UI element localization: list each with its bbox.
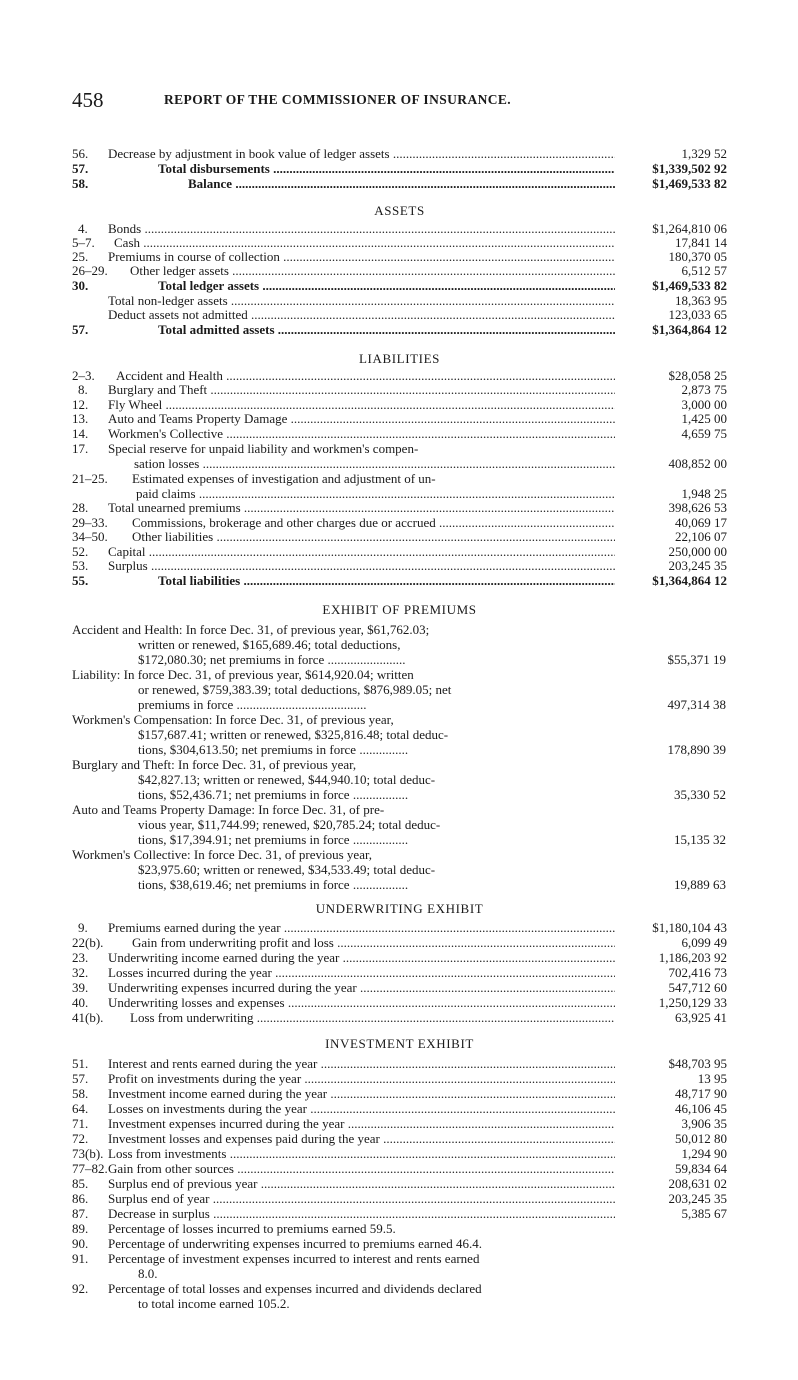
item-amount: 22,106 07	[675, 529, 727, 544]
liability-row	[72, 486, 727, 501]
item-label: Loss from underwriting .....	[130, 1010, 615, 1025]
item-number: 8.	[78, 382, 88, 397]
premium-line: Workmen's Collective: In force Dec. 31, of previous year,	[72, 847, 373, 862]
item-amount: 63,925 41	[675, 1010, 727, 1025]
disbursement-row	[72, 176, 727, 191]
item-amount: 408,852 00	[668, 456, 727, 471]
section-title-premiums: EXHIBIT OF PREMIUMS	[322, 602, 477, 617]
premium-line: Liability: In force Dec. 31, of previous year, $614,920.04; written	[72, 667, 414, 682]
item-number: 5–7.	[72, 235, 95, 250]
investment-row	[72, 1116, 727, 1131]
premium-line: tions, $17,394.91; net premiums in force .................	[138, 832, 409, 847]
item-amount: 123,033 65	[668, 307, 727, 322]
item-label-line2: paid claims .....	[136, 486, 615, 501]
item-amount: $1,264,810 06	[652, 221, 727, 236]
item-number: 58.	[72, 1086, 89, 1101]
premium-amount: 497,314 38	[667, 697, 726, 712]
item-number: 89.	[72, 1221, 89, 1236]
premium-line: Auto and Teams Property Damage: In force Dec. 31, of pre-	[72, 802, 385, 817]
running-title: REPORT OF THE COMMISSIONER OF INSURANCE.	[164, 92, 512, 107]
item-label: Loss from investments .....	[108, 1146, 615, 1161]
item-number: 55.	[72, 573, 89, 588]
premium-amount: 35,330 52	[674, 787, 726, 802]
item-number: 40.	[72, 995, 89, 1010]
item-number: 2–3.	[72, 368, 95, 383]
item-label: Losses incurred during the year .....	[108, 965, 615, 980]
item-number: 77–82.	[72, 1161, 108, 1176]
item-label: Premiums earned during the year .....	[108, 920, 615, 935]
item-amount: $1,339,502 92	[652, 161, 727, 176]
item-label: Total non-ledger assets .....	[108, 293, 615, 308]
item-number: 72.	[72, 1131, 89, 1146]
item-number: 71.	[72, 1116, 89, 1131]
item-number: 21–25.	[72, 471, 108, 486]
item-number: 22(b).	[72, 935, 104, 950]
percentage-text: Percentage of total losses and expenses incurred and dividends declared	[108, 1281, 482, 1296]
page-number: 458	[72, 88, 104, 112]
item-number: 57.	[72, 161, 89, 176]
item-label: Accident and Health .....	[116, 368, 615, 383]
underwriting-row	[72, 980, 727, 995]
premium-line: tions, $38,619.46; net premiums in force .................	[138, 877, 409, 892]
item-label: Underwriting losses and expenses .....	[108, 995, 615, 1010]
item-label: Deduct assets not admitted .....	[108, 307, 615, 322]
item-amount: 13 95	[697, 1071, 727, 1086]
item-label: Fly Wheel .....	[108, 397, 615, 412]
percentage-text: Percentage of losses incurred to premiums earned 59.5.	[108, 1221, 396, 1236]
item-amount: 3,000 00	[681, 397, 727, 412]
item-label: Interest and rents earned during the year .....	[108, 1056, 615, 1071]
item-label: Total liabilities .....	[158, 573, 615, 588]
item-number: 34–50.	[72, 529, 108, 544]
item-number: 9.	[78, 920, 88, 935]
item-label: Gain from underwriting profit and loss .....	[132, 935, 615, 950]
item-label: Balance .....	[188, 176, 615, 191]
premium-line: $172,080.30; net premiums in force ........................	[138, 652, 406, 667]
underwriting-row	[72, 965, 727, 980]
item-amount: $1,469,533 82	[652, 176, 727, 191]
premium-line: Accident and Health: In force Dec. 31, of previous year, $61,762.03;	[72, 622, 430, 637]
underwriting-row	[72, 920, 727, 935]
item-label: Total ledger assets .....	[158, 278, 615, 293]
item-number: 56.	[72, 146, 89, 161]
item-amount: 203,245 35	[668, 1191, 727, 1206]
investment-row	[72, 1161, 727, 1176]
investment-row	[72, 1206, 727, 1221]
item-amount: 2,873 75	[681, 382, 727, 397]
asset-row	[72, 263, 727, 278]
liability-row	[72, 558, 727, 573]
item-amount: 50,012 80	[675, 1131, 727, 1146]
item-amount: $1,364,864 12	[652, 322, 727, 337]
premium-line: premiums in force ........................................	[138, 697, 367, 712]
item-number: 17.	[72, 441, 89, 456]
premium-line: tions, $304,613.50; net premiums in force ...............	[138, 742, 409, 757]
premium-line: Burglary and Theft: In force Dec. 31, of previous year,	[72, 757, 357, 772]
premium-line: tions, $52,436.71; net premiums in force .................	[138, 787, 409, 802]
percentage-row	[72, 1251, 732, 1281]
premium-amount: $55,371 19	[667, 652, 726, 667]
item-amount: $1,469,533 82	[652, 278, 727, 293]
item-number: 26–29.	[72, 263, 108, 278]
item-label: Bonds .....	[108, 221, 615, 236]
item-label: Gain from other sources .....	[108, 1161, 615, 1176]
premium-line: Workmen's Compensation: In force Dec. 31, of previous year,	[72, 712, 394, 727]
investment-row	[72, 1131, 727, 1146]
investment-row	[72, 1176, 727, 1191]
item-amount: 203,245 35	[668, 558, 727, 573]
item-number: 30.	[72, 278, 89, 293]
item-label: Underwriting expenses incurred during the year .....	[108, 980, 615, 995]
underwriting-row	[72, 1010, 727, 1025]
item-amount: 702,416 73	[668, 965, 727, 980]
item-amount: 17,841 14	[675, 235, 727, 250]
section-title-underwriting: UNDERWRITING EXHIBIT	[315, 901, 484, 916]
item-number: 14.	[72, 426, 89, 441]
section-title-investment: INVESTMENT EXHIBIT	[325, 1036, 474, 1051]
item-number: 32.	[72, 965, 89, 980]
item-amount: 1,186,203 92	[658, 950, 727, 965]
premium-line: $157,687.41; written or renewed, $325,816.48; total deduc-	[138, 727, 449, 742]
item-number: 13.	[72, 411, 89, 426]
asset-row	[72, 307, 727, 322]
item-amount: 1,294 90	[681, 1146, 727, 1161]
underwriting-row	[72, 950, 727, 965]
item-label: Total disbursements .....	[158, 161, 615, 176]
item-label: Investment income earned during the year .....	[108, 1086, 615, 1101]
item-label: Other liabilities .....	[132, 529, 615, 544]
percentage-text: Percentage of investment expenses incurred to interest and rents earned	[108, 1251, 480, 1266]
item-number: 12.	[72, 397, 89, 412]
disbursement-row	[72, 146, 727, 161]
liability-row	[72, 426, 727, 441]
premium-line: $42,827.13; written or renewed, $44,940.10; total deduc-	[138, 772, 436, 787]
item-number: 91.	[72, 1251, 89, 1266]
item-number: 87.	[72, 1206, 89, 1221]
item-label: Decrease in surplus .....	[108, 1206, 615, 1221]
item-label: Losses on investments during the year .....	[108, 1101, 615, 1116]
premium-amount: 178,890 39	[667, 742, 726, 757]
liability-row	[72, 411, 727, 426]
asset-row	[72, 249, 727, 264]
item-amount: 6,512 57	[681, 263, 727, 278]
item-label: Profit on investments during the year .....	[108, 1071, 615, 1086]
item-amount: 1,329 52	[681, 146, 727, 161]
item-amount: $28,058 25	[668, 368, 727, 383]
asset-row	[72, 235, 727, 250]
disbursement-row	[72, 161, 727, 176]
item-amount: 180,370 05	[668, 249, 727, 264]
item-number: 51.	[72, 1056, 89, 1071]
item-amount: 250,000 00	[668, 544, 727, 559]
item-label: Total admitted assets .....	[158, 322, 615, 337]
item-amount: 1,948 25	[681, 486, 727, 501]
item-number: 28.	[72, 500, 89, 515]
premium-amount: 19,889 63	[674, 877, 726, 892]
item-amount: 1,425 00	[681, 411, 727, 426]
item-label: Capital .....	[108, 544, 615, 559]
asset-row	[72, 293, 727, 308]
item-label: Commissions, brokerage and other charges due or accrued .....	[132, 515, 615, 530]
premium-line: or renewed, $759,383.39; total deductions, $876,989.05; net	[138, 682, 452, 697]
liability-row	[72, 368, 727, 383]
item-amount: 1,250,129 33	[658, 995, 727, 1010]
item-label: Cash .....	[114, 235, 615, 250]
item-amount: $1,180,104 43	[652, 920, 727, 935]
item-amount: 208,631 02	[668, 1176, 727, 1191]
item-number: 4.	[78, 221, 88, 236]
item-amount: 3,906 35	[681, 1116, 727, 1131]
item-number: 41(b).	[72, 1010, 104, 1025]
item-label-line1: Estimated expenses of investigation and adjustment of un-	[132, 471, 436, 486]
investment-row	[72, 1086, 727, 1101]
item-number: 52.	[72, 544, 89, 559]
item-label: Underwriting income earned during the year .....	[108, 950, 615, 965]
item-amount: 40,069 17	[675, 515, 727, 530]
item-number: 39.	[72, 980, 89, 995]
liability-row	[72, 382, 727, 397]
liability-row	[72, 500, 727, 515]
item-amount: 18,363 95	[675, 293, 727, 308]
investment-row	[72, 1101, 727, 1116]
item-label: Other ledger assets .....	[130, 263, 615, 278]
item-number: 64.	[72, 1101, 89, 1116]
item-label: Investment expenses incurred during the year .....	[108, 1116, 615, 1131]
item-amount: 547,712 60	[668, 980, 727, 995]
asset-row	[72, 322, 727, 337]
item-label: Investment losses and expenses paid during the year .....	[108, 1131, 615, 1146]
liability-row	[72, 515, 727, 530]
item-number: 92.	[72, 1281, 89, 1296]
item-number: 85.	[72, 1176, 89, 1191]
liability-row	[72, 544, 727, 559]
section-title-liabilities: LIABILITIES	[359, 351, 440, 366]
item-label-line2: sation losses .....	[134, 456, 615, 471]
page-header	[72, 88, 732, 112]
item-number: 57.	[72, 322, 89, 337]
item-label: Premiums in course of collection .....	[108, 249, 615, 264]
asset-row	[72, 221, 727, 236]
item-number: 73(b).	[72, 1146, 104, 1161]
percentage-text-continued: 8.0.	[138, 1266, 158, 1281]
item-amount: $48,703 95	[668, 1056, 727, 1071]
percentage-row	[72, 1236, 732, 1251]
investment-row	[72, 1071, 727, 1086]
item-label: Auto and Teams Property Damage .....	[108, 411, 615, 426]
item-number: 53.	[72, 558, 89, 573]
item-label: Burglary and Theft .....	[108, 382, 615, 397]
item-number: 29–33.	[72, 515, 108, 530]
underwriting-row	[72, 995, 727, 1010]
liability-row	[72, 397, 727, 412]
item-number: 23.	[72, 950, 89, 965]
asset-row	[72, 278, 727, 293]
percentage-text: Percentage of underwriting expenses incurred to premiums earned 46.4.	[108, 1236, 482, 1251]
item-number: 58.	[72, 176, 89, 191]
item-label: Surplus .....	[108, 558, 615, 573]
item-label: Total unearned premiums .....	[108, 500, 615, 515]
item-amount: 5,385 67	[681, 1206, 727, 1221]
investment-row	[72, 1191, 727, 1206]
item-label: Surplus end of year .....	[108, 1191, 615, 1206]
premium-line: $23,975.60; written or renewed, $34,533.49; total deduc-	[138, 862, 436, 877]
item-amount: 4,659 75	[681, 426, 727, 441]
item-label-line1: Special reserve for unpaid liability and workmen's compen-	[108, 441, 419, 456]
item-amount: 398,626 53	[668, 500, 727, 515]
item-label: Workmen's Collective .....	[108, 426, 615, 441]
premium-amount: 15,135 32	[674, 832, 726, 847]
item-amount: $1,364,864 12	[652, 573, 727, 588]
item-number: 86.	[72, 1191, 89, 1206]
section-title-assets: ASSETS	[374, 203, 425, 218]
percentage-row	[72, 1281, 732, 1311]
liability-row	[72, 456, 727, 471]
item-number: 90.	[72, 1236, 89, 1251]
premium-line: written or renewed, $165,689.46; total deductions,	[138, 637, 401, 652]
percentage-text-continued: to total income earned 105.2.	[138, 1296, 290, 1311]
underwriting-row	[72, 935, 727, 950]
percentage-row	[72, 1221, 732, 1236]
liability-row	[72, 573, 727, 588]
premium-line: vious year, $11,744.99; renewed, $20,785.24; total deduc-	[138, 817, 441, 832]
investment-row	[72, 1146, 727, 1161]
item-number: 25.	[72, 249, 89, 264]
liability-row	[72, 529, 727, 544]
item-label: Surplus end of previous year .....	[108, 1176, 615, 1191]
item-amount: 59,834 64	[675, 1161, 727, 1176]
item-number: 57.	[72, 1071, 89, 1086]
item-amount: 46,106 45	[675, 1101, 727, 1116]
investment-row	[72, 1056, 727, 1071]
item-amount: 48,717 90	[675, 1086, 727, 1101]
item-label: Decrease by adjustment in book value of ledger assets .....	[108, 146, 615, 161]
item-amount: 6,099 49	[681, 935, 727, 950]
